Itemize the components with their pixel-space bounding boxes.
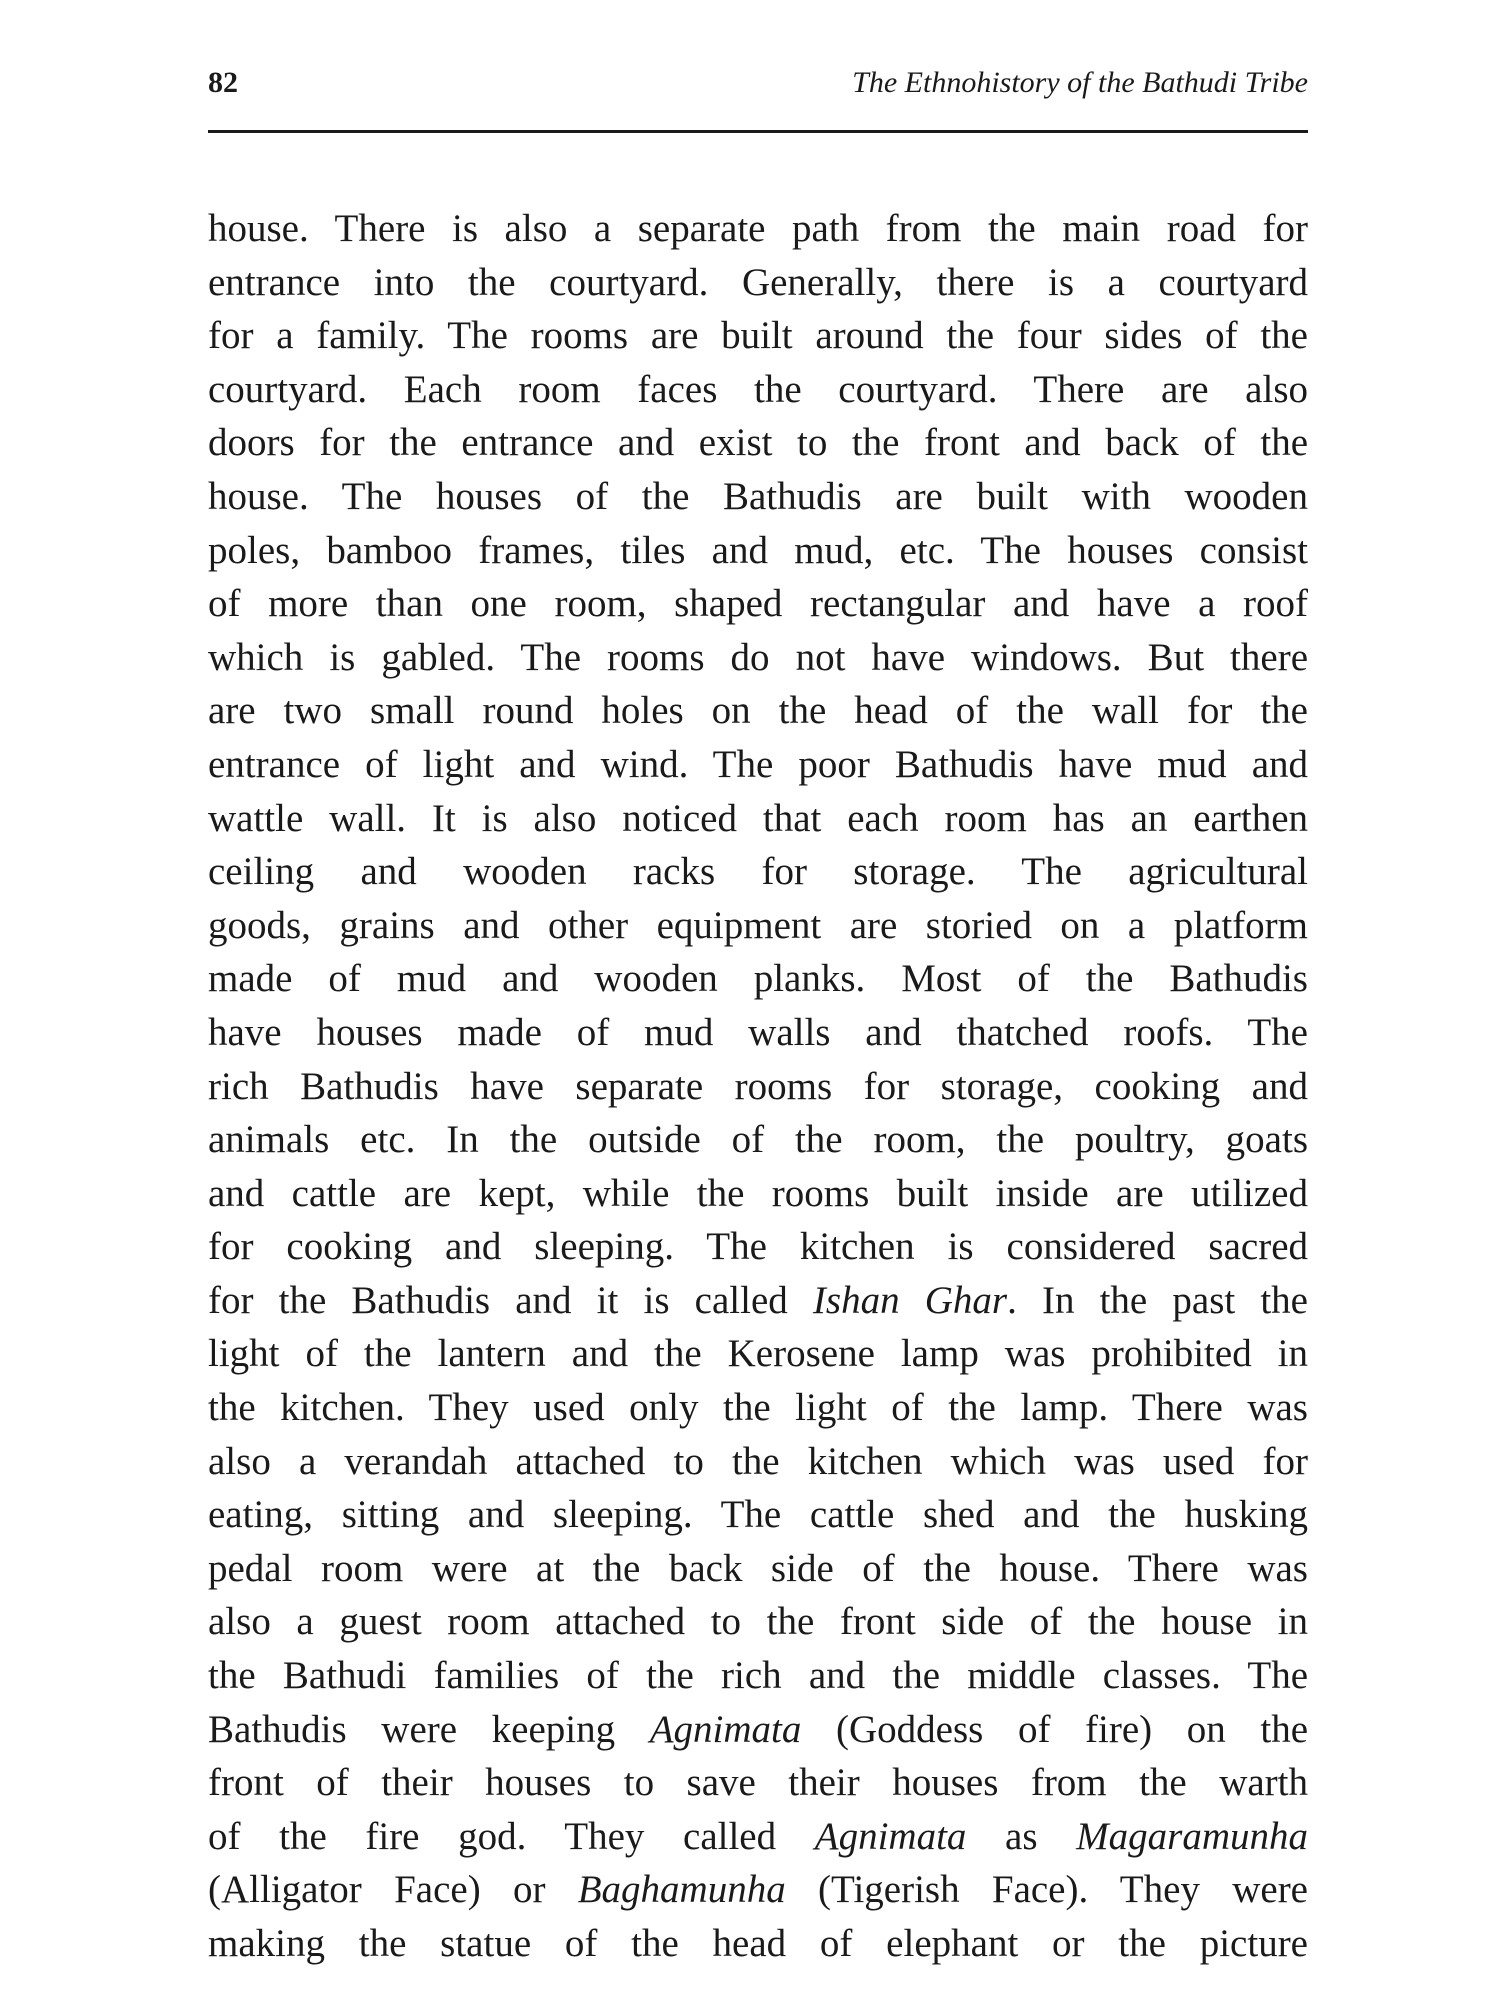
text-segment: as [966,1814,1077,1858]
text-segment: (Tigerish Face). They were [785,1868,1308,1912]
text-segment: animals etc. In the outside of the room, the poultry, goats [208,1118,1308,1162]
text-line [208,1327,1308,1381]
text-line [208,1274,1308,1328]
page-number: 82 [208,66,238,99]
running-head [208,66,1308,116]
text-line [208,1435,1308,1489]
text-segment: for cooking and sleeping. The kitchen is considered sacred [208,1225,1308,1269]
text-line [208,738,1308,792]
text-line [208,1060,1308,1114]
text-segment: ceiling and wooden racks for storage. The agricultural [208,850,1308,894]
italic-term: Agnimata [814,1814,967,1858]
text-segment: doors for the entrance and exist to the front and back of the [208,421,1308,465]
text-line [208,202,1308,256]
text-segment: of more than one room, shaped rectangular and have a roof [208,582,1308,626]
italic-term: Magaramunha [1076,1814,1308,1858]
text-segment: pedal room were at the back side of the house. There was [208,1546,1308,1590]
text-line [208,1381,1308,1435]
header-rule [208,130,1308,133]
text-line [208,1006,1308,1060]
text-segment: light of the lantern and the Kerosene lamp was prohibited in [208,1332,1308,1376]
text-line [208,1542,1308,1596]
body-paragraph [208,202,1308,1971]
running-title: The Ethnohistory of the Bathudi Tribe [852,66,1308,99]
text-segment: and cattle are kept, while the rooms built inside are utilized [208,1171,1308,1215]
text-line [208,631,1308,685]
text-line [208,952,1308,1006]
text-segment: goods, grains and other equipment are storied on a platform [208,903,1308,947]
text-line [208,792,1308,846]
text-line [208,1220,1308,1274]
text-line [208,845,1308,899]
text-line [208,1863,1308,1917]
text-segment: made of mud and wooden planks. Most of the Bathudis [208,957,1308,1001]
text-segment: entrance into the courtyard. Generally, there is a courtyard [208,260,1308,304]
text-line [208,524,1308,578]
text-segment: Bathudis were keeping [208,1707,650,1751]
text-line [208,1756,1308,1810]
text-line [208,1649,1308,1703]
text-segment: courtyard. Each room faces the courtyard. There are also [208,367,1308,411]
text-segment: for the Bathudis and it is called [208,1278,813,1322]
text-line [208,309,1308,363]
text-segment: entrance of light and wind. The poor Bathudis have mud and [208,742,1308,786]
text-line [208,1703,1308,1757]
text-segment: rich Bathudis have separate rooms for storage, cooking and [208,1064,1308,1108]
text-line [208,1167,1308,1221]
text-segment: front of their houses to save their houses from the warth [208,1761,1308,1805]
text-line [208,363,1308,417]
text-line [208,1595,1308,1649]
text-segment: the Bathudi families of the rich and the middle classes. The [208,1654,1308,1698]
text-line [208,470,1308,524]
text-segment: are two small round holes on the head of the wall for the [208,689,1308,733]
text-line [208,1917,1308,1971]
text-line [208,256,1308,310]
italic-term: Baghamunha [577,1868,786,1912]
text-segment: have houses made of mud walls and thatched roofs. The [208,1010,1308,1054]
text-segment: . In the past the [1007,1278,1308,1322]
text-segment: wattle wall. It is also noticed that each room has an earthen [208,796,1308,840]
text-segment: of the fire god. They called [208,1814,815,1858]
text-segment: house. There is also a separate path from the main road for [208,207,1308,250]
text-line [208,577,1308,631]
text-segment: (Goddess of fire) on the [801,1707,1308,1751]
text-segment: making the statue of the head of elephant or the picture [208,1922,1308,1965]
text-segment: for a family. The rooms are built around the four sides of the [208,314,1308,358]
text-line [208,899,1308,953]
text-line [208,1810,1308,1864]
text-line [208,684,1308,738]
text-segment: house. The houses of the Bathudis are built with wooden [208,474,1308,518]
text-segment: poles, bamboo frames, tiles and mud, etc. The houses consist [208,528,1308,572]
text-line [208,1488,1308,1542]
text-line [208,416,1308,470]
text-segment: the kitchen. They used only the light of the lamp. There was [208,1386,1308,1430]
text-segment: eating, sitting and sleeping. The cattle shed and the husking [208,1493,1308,1537]
italic-term: Agnimata [649,1707,802,1751]
text-segment: also a verandah attached to the kitchen which was used for [208,1439,1308,1483]
text-segment: (Alligator Face) or [208,1868,578,1912]
text-line [208,1113,1308,1167]
text-segment: also a guest room attached to the front side of the house in [208,1600,1308,1644]
italic-term: Ishan Ghar [812,1278,1008,1322]
text-segment: which is gabled. The rooms do not have windows. But there [208,635,1308,679]
